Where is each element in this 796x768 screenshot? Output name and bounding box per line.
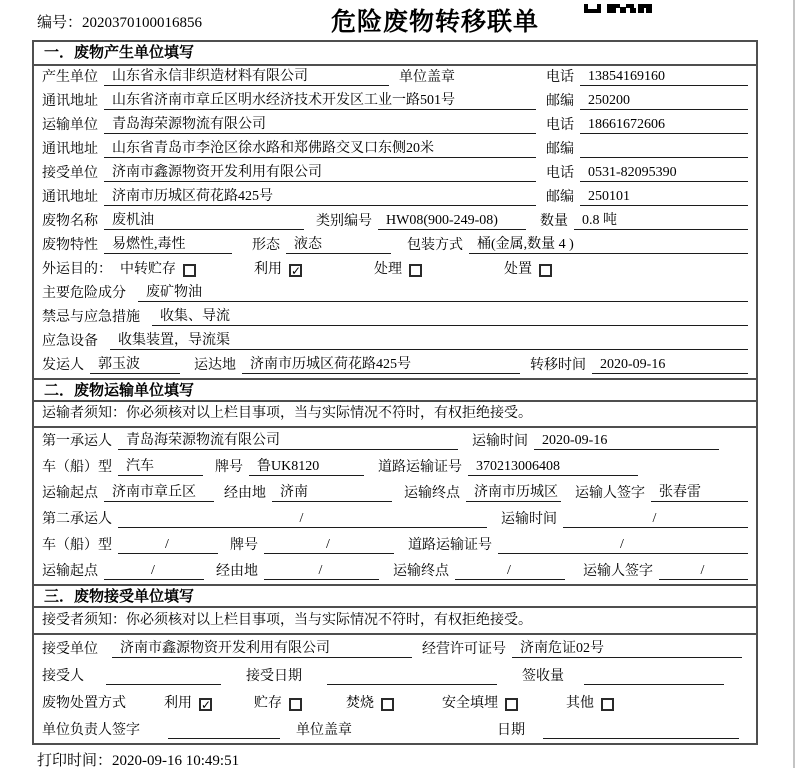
waste-form-value: 液态 <box>286 233 391 254</box>
disposal-option-incinerate <box>346 692 394 712</box>
row-waste-traits <box>34 234 756 258</box>
route1-end-label: 运输终点 <box>404 486 460 501</box>
transporter-value: 青岛海荣源物流有限公司 <box>104 113 536 134</box>
print-time-label: 打印时间： <box>37 753 113 768</box>
producer-zip-label: 邮编 <box>546 94 574 109</box>
receiver-value: 济南市鑫源物资开发利用有限公司 <box>104 161 536 182</box>
transporter-phone-value: 18661672606 <box>580 117 748 134</box>
packing-method-value: 桶(金属,数量 4 ) <box>469 233 748 254</box>
unit-seal-label: 单位盖章 <box>399 70 455 85</box>
page-title: 危险废物转移联单 <box>331 9 540 36</box>
waste-category-label: 类别编号 <box>316 214 372 229</box>
chief-sign-label: 单位负责人签字 <box>42 723 140 738</box>
option-label: 其他 <box>566 696 594 711</box>
route2-end-value: / <box>455 563 565 580</box>
form-table <box>32 40 758 745</box>
producer-phone-label: 电话 <box>546 70 574 85</box>
checkbox-reuse <box>289 264 302 277</box>
shipper-label: 发运人 <box>42 358 84 373</box>
road-permit1-label: 道路运输证号 <box>378 460 462 475</box>
vehicle-type2-value: / <box>118 537 218 554</box>
emergency-equipment-label: 应急设备 <box>42 334 98 349</box>
transfer-time-value: 2020-09-16 <box>592 357 748 374</box>
row-signoff <box>34 716 756 743</box>
receiver-zip-value: 250101 <box>580 189 748 206</box>
row-route1 <box>34 480 756 506</box>
chief-sign-value <box>168 722 280 739</box>
row-vehicle1 <box>34 454 756 480</box>
first-carrier-label: 第一承运人 <box>42 434 112 449</box>
purpose-option-dispose <box>504 258 552 278</box>
section1-title: 一．废物产生单位填写 <box>34 42 756 66</box>
row-receiver-notice <box>34 608 756 635</box>
page-header <box>0 0 796 40</box>
route2-via-value: / <box>264 563 379 580</box>
row-disposal-method <box>34 689 756 716</box>
receiver-phone-value: 0531-82095390 <box>580 165 748 182</box>
row-hazard-components <box>34 282 756 306</box>
disposal-option-other <box>566 692 614 712</box>
transporter-address-value: 山东省青岛市李沧区徐水路和郑佛路交叉口东侧20米 <box>104 137 536 158</box>
route2-end-label: 运输终点 <box>393 564 449 579</box>
transport-time1-label: 运输时间 <box>472 434 528 449</box>
checkbox-treat <box>409 264 422 277</box>
row-first-carrier <box>34 428 756 454</box>
transport-time2-label: 运输时间 <box>501 512 557 527</box>
signed-quantity-label: 签收量 <box>522 669 564 684</box>
checkbox-reuse-disposal <box>199 698 212 711</box>
producer-zip-value: 250200 <box>580 93 748 110</box>
waste-traits-label: 废物特性 <box>42 238 98 253</box>
row-acceptance <box>34 662 756 689</box>
serial-number-line <box>37 11 202 32</box>
route2-sign-label: 运输人签字 <box>583 564 653 579</box>
vehicle-type1-label: 车（船）型 <box>42 460 112 475</box>
waste-form-label: 形态 <box>252 238 280 253</box>
serial-number: 2020370100016856 <box>82 15 203 31</box>
waste-name-value: 废机油 <box>104 209 304 230</box>
transfer-time-label: 转移时间 <box>530 358 586 373</box>
purpose-option-reuse <box>254 258 302 278</box>
receiving-unit-value: 济南市鑫源物资开发利用有限公司 <box>112 637 412 658</box>
destination-value: 济南市历城区荷花路425号 <box>242 353 520 374</box>
transporter-address-label: 通讯地址 <box>42 142 98 157</box>
checkbox-transfer-storage <box>183 264 196 277</box>
row-precautions <box>34 306 756 330</box>
packing-method-label: 包装方式 <box>407 238 463 253</box>
purpose-option-transfer-storage <box>120 258 196 278</box>
row-second-carrier <box>34 506 756 532</box>
section2-title: 二．废物运输单位填写 <box>34 378 756 402</box>
second-carrier-value: / <box>118 511 487 528</box>
plate1-value: 鲁UK8120 <box>249 455 364 476</box>
transporter-notice-text: 运输者须知：你必须核对以上栏目事项，当与实际情况不符时，有权拒绝接受。 <box>42 406 532 421</box>
row-producer-unit <box>34 66 756 90</box>
receiver-label: 接受单位 <box>42 166 98 181</box>
sign-date-value <box>543 722 739 739</box>
option-label: 贮存 <box>254 696 282 711</box>
waste-quantity-value: 0.8 吨 <box>574 209 748 230</box>
destination-label: 运达地 <box>194 358 236 373</box>
row-vehicle2 <box>34 532 756 558</box>
section-transporter <box>34 378 756 584</box>
row-receiver-address <box>34 186 756 210</box>
producer-phone-value: 13854169160 <box>580 69 748 86</box>
page-right-edge <box>793 0 795 768</box>
transporter-zip-label: 邮编 <box>546 142 574 157</box>
route1-via-value: 济南 <box>272 481 392 502</box>
accept-date-value <box>327 668 497 685</box>
signed-quantity-value <box>584 668 724 685</box>
waste-traits-value: 易燃性,毒性 <box>104 233 232 254</box>
row-emergency-equipment <box>34 330 756 354</box>
serial-label: 编号： <box>37 15 83 31</box>
disposal-method-label: 废物处置方式 <box>42 696 126 711</box>
disposal-option-reuse <box>164 692 212 712</box>
route2-sign-value: / <box>659 563 748 580</box>
route2-via-label: 经由地 <box>216 564 258 579</box>
option-label: 中转贮存 <box>120 262 176 277</box>
print-time-line <box>37 749 239 768</box>
plate1-label: 牌号 <box>215 460 243 475</box>
road-permit1-value: 370213006408 <box>468 459 638 476</box>
transport-time2-value: / <box>563 511 748 528</box>
precautions-label: 禁忌与应急措施 <box>42 310 140 325</box>
receiver-zip-label: 邮编 <box>546 190 574 205</box>
producer-address-label: 通讯地址 <box>42 94 98 109</box>
row-waste-name <box>34 210 756 234</box>
checkbox-other <box>601 698 614 711</box>
print-time-value: 2020-09-16 10:49:51 <box>112 753 240 768</box>
receiver-address-value: 济南市历城区荷花路425号 <box>104 185 536 206</box>
row-transport-purpose <box>34 258 756 282</box>
option-label: 处理 <box>374 262 402 277</box>
sign-date-label: 日期 <box>497 723 525 738</box>
waste-quantity-label: 数量 <box>540 214 568 229</box>
route2-start-value: / <box>104 563 204 580</box>
receiving-unit-label: 接受单位 <box>42 642 98 657</box>
receiver-address-label: 通讯地址 <box>42 190 98 205</box>
row-route2 <box>34 558 756 584</box>
accept-date-label: 接受日期 <box>246 669 302 684</box>
waste-name-label: 废物名称 <box>42 214 98 229</box>
route1-via-label: 经由地 <box>224 486 266 501</box>
transporter-phone-label: 电话 <box>546 118 574 133</box>
road-permit2-label: 道路运输证号 <box>408 538 492 553</box>
qr-code-partial-icon <box>584 0 652 18</box>
option-label: 安全填埋 <box>442 696 498 711</box>
license-label: 经营许可证号 <box>422 642 506 657</box>
license-value: 济南危证02号 <box>512 637 742 658</box>
row-producer-address <box>34 90 756 114</box>
section-producer <box>34 42 756 378</box>
precautions-value: 收集、导流 <box>152 305 748 326</box>
checkbox-dispose <box>539 264 552 277</box>
option-label: 焚烧 <box>346 696 374 711</box>
route1-start-label: 运输起点 <box>42 486 98 501</box>
row-receiving-unit <box>34 635 756 662</box>
disposal-option-landfill <box>442 692 518 712</box>
plate2-label: 牌号 <box>230 538 258 553</box>
receiver-phone-label: 电话 <box>546 166 574 181</box>
row-receiver-unit <box>34 162 756 186</box>
checkbox-incinerate <box>381 698 394 711</box>
producer-value: 山东省永信非织造材料有限公司 <box>104 65 389 86</box>
route1-start-value: 济南市章丘区 <box>104 481 214 502</box>
emergency-equipment-value: 收集装置，导流渠 <box>110 329 748 350</box>
waste-category-value: HW08(900-249-08) <box>378 213 526 230</box>
road-permit2-value: / <box>498 537 748 554</box>
row-transporter-notice <box>34 402 756 428</box>
hazard-components-label: 主要危险成分 <box>42 286 126 301</box>
transport-time1-value: 2020-09-16 <box>534 433 719 450</box>
checkbox-store <box>289 698 302 711</box>
shipper-value: 郭玉波 <box>90 353 180 374</box>
first-carrier-value: 青岛海荣源物流有限公司 <box>118 429 458 450</box>
purpose-option-treat <box>374 258 422 278</box>
transporter-zip-value <box>580 141 748 158</box>
option-label: 利用 <box>254 262 282 277</box>
route1-end-value: 济南市历城区 <box>466 481 561 502</box>
route1-sign-label: 运输人签字 <box>575 486 645 501</box>
checkbox-landfill <box>505 698 518 711</box>
recipient-value <box>106 668 221 685</box>
vehicle-type1-value: 汽车 <box>118 455 203 476</box>
unit-seal2-label: 单位盖章 <box>296 723 352 738</box>
section3-title: 三．废物接受单位填写 <box>34 584 756 608</box>
producer-label: 产生单位 <box>42 70 98 85</box>
row-transporter-unit <box>34 114 756 138</box>
disposal-option-store <box>254 692 302 712</box>
hazard-components-value: 废矿物油 <box>138 281 748 302</box>
transport-purpose-label: 外运目的： <box>42 262 112 277</box>
plate2-value: / <box>264 537 394 554</box>
option-label: 利用 <box>164 696 192 711</box>
route1-sign-value: 张春雷 <box>651 481 748 502</box>
section-receiver <box>34 584 756 743</box>
option-label: 处置 <box>504 262 532 277</box>
receiver-notice-text: 接受者须知：你必须核对以上栏目事项，当与实际情况不符时，有权拒绝接受。 <box>42 613 532 628</box>
transporter-label: 运输单位 <box>42 118 98 133</box>
second-carrier-label: 第二承运人 <box>42 512 112 527</box>
producer-address-value: 山东省济南市章丘区明水经济技术开发区工业一路501号 <box>104 89 536 110</box>
route2-start-label: 运输起点 <box>42 564 98 579</box>
row-transporter-address <box>34 138 756 162</box>
recipient-label: 接受人 <box>42 669 84 684</box>
row-dispatch <box>34 354 756 378</box>
vehicle-type2-label: 车（船）型 <box>42 538 112 553</box>
